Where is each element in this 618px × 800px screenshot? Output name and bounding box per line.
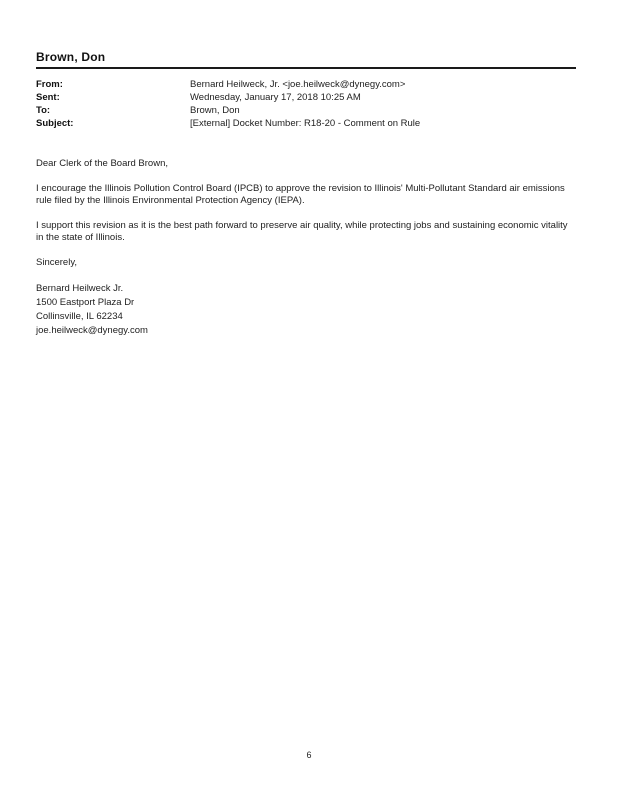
body-paragraph: I support this revision as it is the best path forward to preserve air quality, while protecting jobs and sustaining economic vitality in the state of Illinois.: [36, 220, 568, 243]
page-number: 6: [306, 750, 312, 760]
header-divider: [36, 67, 576, 69]
signature-address-line: 1500 Eastport Plaza Dr: [36, 297, 135, 308]
header-label-to: To:: [36, 105, 51, 116]
header-label-from: From:: [36, 79, 63, 90]
header-value-subject: [External] Docket Number: R18-20 - Comment on Rule: [190, 118, 421, 129]
signature-block: [36, 282, 576, 338]
header-value-sent: Wednesday, January 17, 2018 10:25 AM: [190, 92, 361, 103]
header-value-to: Brown, Don: [190, 105, 240, 116]
header-to: [36, 104, 576, 117]
email-headers: [36, 78, 576, 130]
sender-heading: Brown, Don: [36, 50, 106, 64]
email-body: [36, 158, 576, 338]
body-paragraph: I encourage the Illinois Pollution Control Board (IPCB) to approve the revision to Illinois' Multi-Pollutant Standard air emissions rule filed by the Illinois Environmental Protection Agency (IEPA).: [36, 183, 565, 206]
salutation: Dear Clerk of the Board Brown,: [36, 158, 169, 169]
header-label-subject: Subject:: [36, 118, 74, 129]
header-sent: [36, 91, 576, 104]
closing: Sincerely,: [36, 257, 78, 268]
header-value-from: Bernard Heilweck, Jr. <joe.heilweck@dynegy.com>: [190, 79, 406, 90]
signature-city-line: Collinsville, IL 62234: [36, 311, 123, 322]
signature-email: joe.heilweck@dynegy.com: [36, 325, 148, 336]
signature-name: Bernard Heilweck Jr.: [36, 283, 124, 294]
header-from: [36, 78, 576, 91]
header-label-sent: Sent:: [36, 92, 60, 103]
header-subject: [36, 117, 576, 130]
